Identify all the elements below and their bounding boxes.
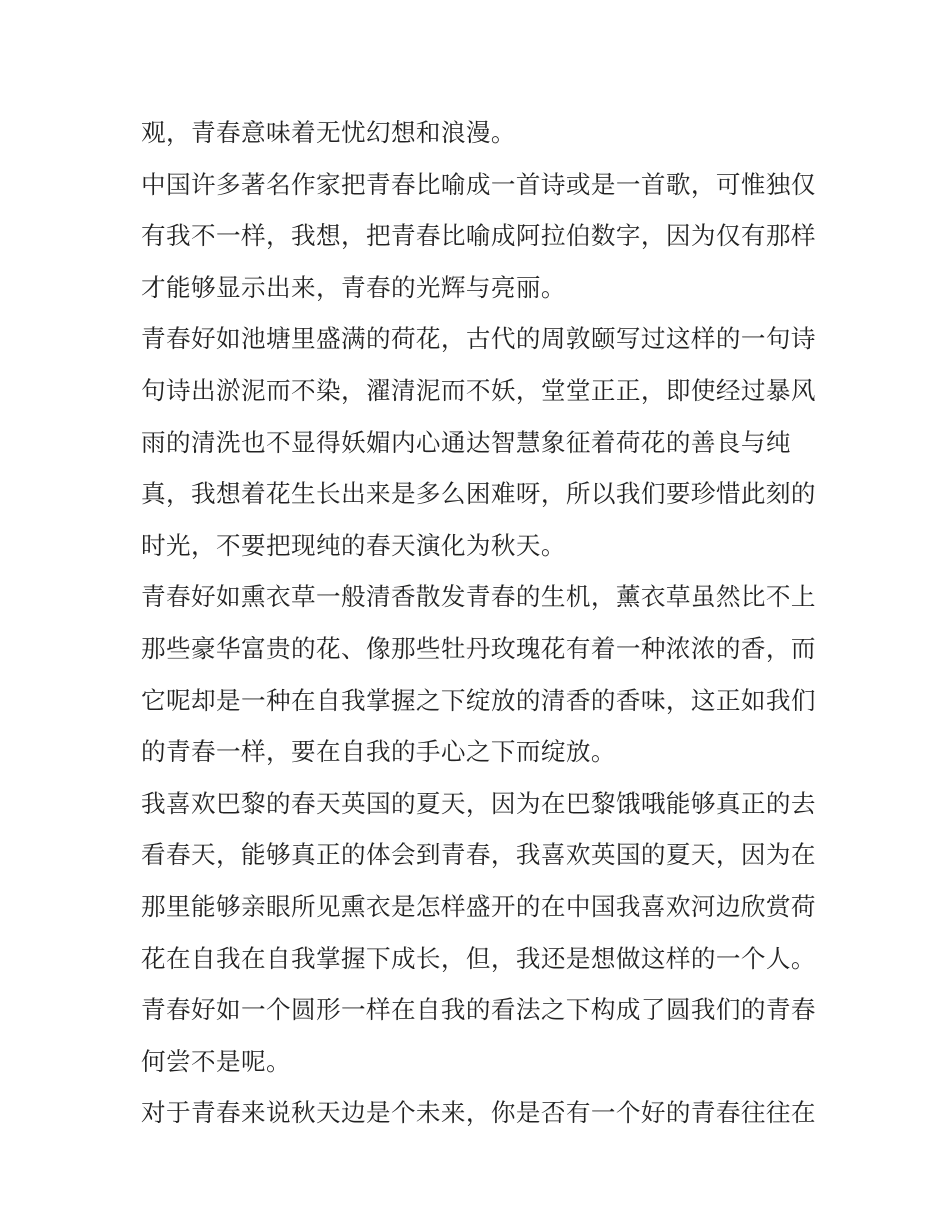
text-line: 时光，不要把现纯的春天演化为秋天。 (141, 530, 566, 560)
text-line: 看春天，能够真正的体会到青春，我喜欢英国的夏天，因为在 (141, 840, 816, 870)
text-line: 那里能够亲眼所见熏衣是怎样盛开的在中国我喜欢河边欣赏荷 (141, 891, 816, 921)
text-line: 才能够显示出来，青春的光辉与亮丽。 (141, 272, 566, 302)
document-body (141, 107, 821, 1139)
text-line: 观，青春意味着无忧幻想和浪漫。 (141, 118, 516, 147)
text-line: 中国许多著名作家把青春比喻成一首诗或是一首歌，可惟独仅 (141, 169, 816, 199)
text-line: 何尝不是呢。 (141, 1046, 291, 1076)
text-line: 的青春一样，要在自我的手心之下而绽放。 (141, 737, 616, 767)
text-line: 雨的清洗也不显得妖媚内心通达智慧象征着荷花的善良与纯 (141, 427, 791, 457)
text-line: 真，我想着花生长出来是多么困难呀，所以我们要珍惜此刻的 (141, 479, 816, 509)
text-line: 对于青春来说秋天边是个未来，你是否有一个好的青春往往在 (141, 1098, 816, 1128)
text-line: 花在自我在自我掌握下成长，但，我还是想做这样的一个人。 (141, 943, 816, 973)
text-line: 青春好如一个圆形一样在自我的看法之下构成了圆我们的青春 (141, 995, 816, 1025)
text-line: 那些豪华富贵的花、像那些牡丹玫瑰花有着一种浓浓的香，而 (141, 633, 816, 663)
text-line: 青春好如熏衣草一般清香散发青春的生机，薰衣草虽然比不上 (141, 582, 816, 612)
text-line: 有我不一样，我想，把青春比喻成阿拉伯数字，因为仅有那样 (141, 221, 816, 251)
text-line: 我喜欢巴黎的春天英国的夏天，因为在巴黎饿哦能够真正的去 (141, 788, 816, 818)
text-line: 句诗出淤泥而不染，濯清泥而不妖，堂堂正正，即使经过暴风 (141, 375, 816, 405)
text-line: 它呢却是一种在自我掌握之下绽放的清香的香味，这正如我们 (141, 685, 816, 715)
text-line: 青春好如池塘里盛满的荷花，古代的周敦颐写过这样的一句诗 (141, 324, 816, 354)
